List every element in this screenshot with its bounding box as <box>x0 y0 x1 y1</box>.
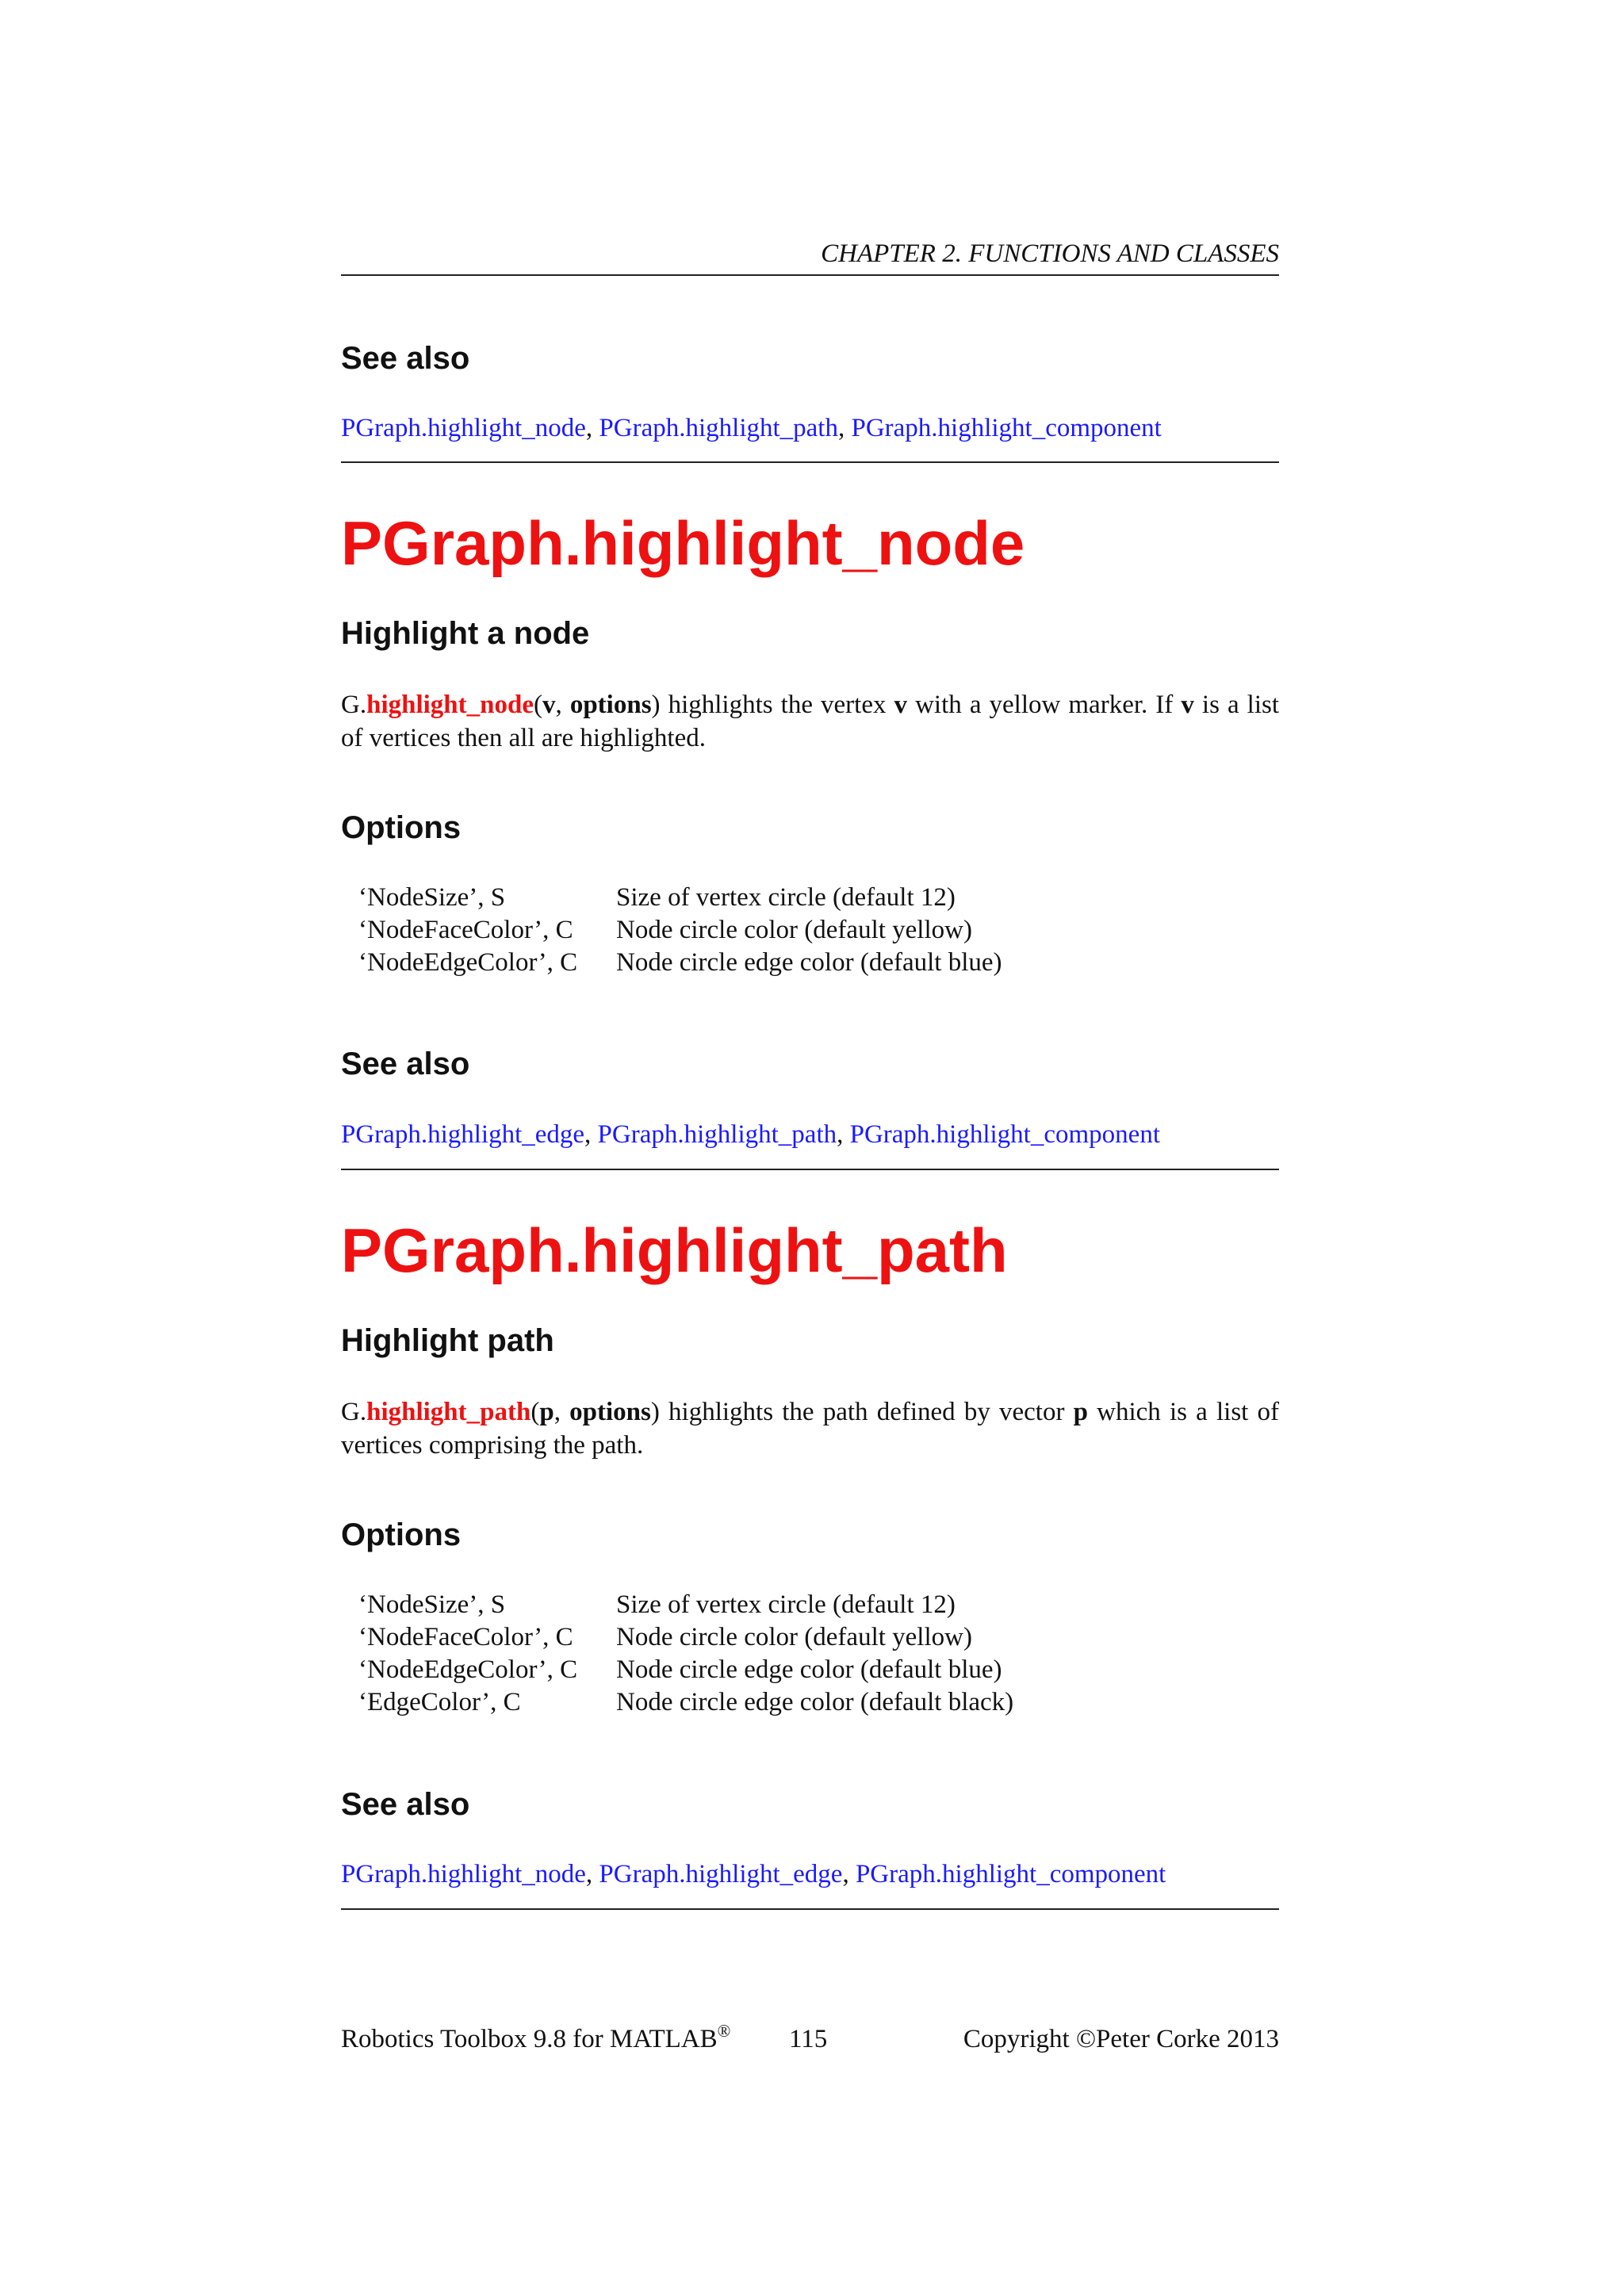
see-also-links: PGraph.highlight_node, PGraph.highlight_edge, PGraph.highlight_component <box>341 1860 1166 1888</box>
options-table <box>358 1589 1013 1719</box>
option-row <box>358 1654 1013 1686</box>
footer-left: Robotics Toolbox 9.8 for MATLAB® <box>341 2021 731 2053</box>
header-rule <box>341 274 1279 276</box>
see-also-link[interactable]: PGraph.highlight_path <box>597 1120 837 1149</box>
option-desc: Node circle color (default yellow) <box>616 916 972 944</box>
option-desc: Node circle edge color (default blue) <box>616 1655 1002 1684</box>
options-table <box>358 882 1002 979</box>
see-also-link[interactable]: PGraph.highlight_path <box>599 414 838 442</box>
section-title: PGraph.highlight_node <box>341 508 1025 578</box>
see-also-link[interactable]: PGraph.highlight_component <box>855 1860 1166 1888</box>
see-also-links: PGraph.highlight_node, PGraph.highlight_path, PGraph.highlight_component <box>341 414 1162 442</box>
section-subtitle: Highlight path <box>341 1323 554 1358</box>
see-also-link[interactable]: PGraph.highlight_edge <box>599 1860 843 1888</box>
section-title: PGraph.highlight_path <box>341 1215 1008 1285</box>
see-also-heading: See also <box>341 341 470 376</box>
see-also-heading: See also <box>341 1047 470 1081</box>
see-also-link[interactable]: PGraph.highlight_component <box>851 414 1162 442</box>
option-key: ‘NodeFaceColor’, C <box>358 1623 573 1651</box>
running-head: CHAPTER 2. FUNCTIONS AND CLASSES <box>821 239 1279 268</box>
see-also-link[interactable]: PGraph.highlight_component <box>849 1120 1160 1149</box>
see-also-link[interactable]: PGraph.highlight_node <box>341 414 586 442</box>
option-desc: Node circle edge color (default black) <box>616 1688 1014 1716</box>
options-heading: Options <box>341 1517 462 1552</box>
description: G.highlight_node(v, options) highlights the vertex v with a yellow marker. If v is a list of vertices then all are highlighted. <box>341 691 1280 752</box>
option-key: ‘NodeSize’, S <box>358 883 506 912</box>
options-heading: Options <box>341 810 462 845</box>
section-divider <box>341 461 1279 463</box>
see-also-link[interactable]: PGraph.highlight_node <box>341 1860 586 1888</box>
option-row <box>358 1686 1013 1719</box>
option-row <box>358 1589 1013 1621</box>
option-key: ‘NodeFaceColor’, C <box>358 916 573 944</box>
description: G.highlight_path(p, options) highlights the path defined by vector p which is a list of vertices comprising the path. <box>341 1398 1279 1460</box>
see-also-link[interactable]: PGraph.highlight_edge <box>341 1120 585 1149</box>
footer-copyright: Copyright ©Peter Corke 2013 <box>963 2025 1279 2053</box>
section-divider <box>341 1908 1279 1910</box>
option-key: ‘NodeEdgeColor’, C <box>358 1655 578 1684</box>
option-row <box>358 882 1002 914</box>
see-also-links: PGraph.highlight_edge, PGraph.highlight_path, PGraph.highlight_component <box>341 1120 1160 1149</box>
option-desc: Node circle color (default yellow) <box>616 1623 972 1651</box>
option-row <box>358 1621 1013 1654</box>
option-row <box>358 914 1002 947</box>
option-key: ‘NodeSize’, S <box>358 1590 506 1619</box>
page-number: 115 <box>789 2025 828 2053</box>
option-key: ‘EdgeColor’, C <box>358 1688 521 1716</box>
option-row <box>358 947 1002 979</box>
section-divider <box>341 1169 1279 1170</box>
section-subtitle: Highlight a node <box>341 616 590 651</box>
see-also-heading: See also <box>341 1787 470 1822</box>
option-desc: Node circle edge color (default blue) <box>616 948 1002 977</box>
option-desc: Size of vertex circle (default 12) <box>616 883 956 912</box>
option-desc: Size of vertex circle (default 12) <box>616 1590 956 1619</box>
option-key: ‘NodeEdgeColor’, C <box>358 948 578 977</box>
